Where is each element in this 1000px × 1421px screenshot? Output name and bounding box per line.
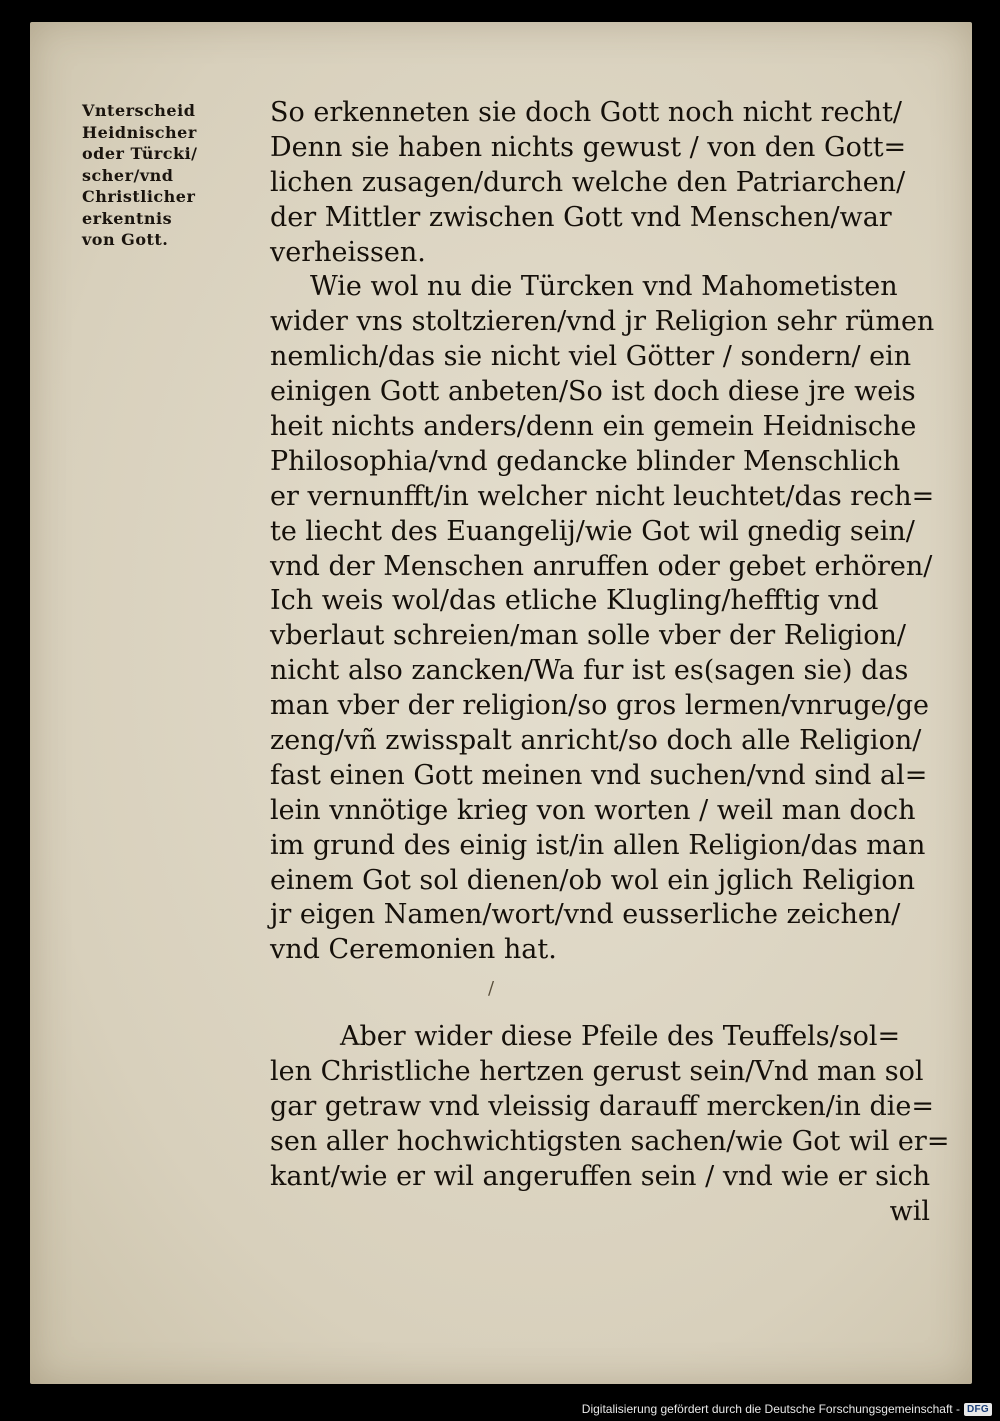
margin-note-line: scher/vnd xyxy=(82,165,174,185)
margin-note xyxy=(82,100,267,251)
text-line: wider vns stoltzieren/vnd jr Religion sehr rümen xyxy=(270,306,935,338)
text-line: Philosophia/vnd gedancke blinder Menschlich xyxy=(270,445,901,477)
margin-note-line: erkentnis xyxy=(82,208,173,228)
margin-note-line: Heidnischer xyxy=(82,122,197,142)
margin-note-line: von Gott. xyxy=(82,230,169,249)
separator-mark: / xyxy=(488,978,495,1000)
text-line: vberlaut schreien/man solle vber der Religion/ xyxy=(270,620,906,652)
text-line: lichen zusagen/durch welche den Patriarchen/ xyxy=(270,166,906,198)
section-separator xyxy=(270,968,960,1020)
text-line: einigen Gott anbeten/So ist doch diese jre weis xyxy=(270,376,916,408)
catchword: wil xyxy=(889,1195,930,1227)
text-line: man vber der religion/so gros lermen/vnruge/ge xyxy=(270,690,929,722)
text-line: lein vnnötige krieg von worten / weil man doch xyxy=(270,794,916,826)
text-line: vnd Ceremonien hat. xyxy=(270,934,557,966)
text-line: nemlich/das sie nicht viel Götter / sondern/ ein xyxy=(270,341,912,373)
text-line: So erkenneten sie doch Gott noch nicht recht/ xyxy=(270,97,902,128)
text-line: nicht also zancken/Wa fur ist es(sagen sie) das xyxy=(270,655,909,687)
margin-note-line: Christlicher xyxy=(82,187,196,206)
text-line: fast einen Gott meinen vnd suchen/vnd sind al= xyxy=(270,759,928,791)
text-line: im grund des einig ist/in allen Religion/das man xyxy=(270,829,926,861)
text-line: zeng/vñ zwisspalt anricht/so doch alle Religion/ xyxy=(270,725,922,757)
text-line: Aber wider diese Pfeile des Teuffels/sol= xyxy=(340,1021,901,1053)
margin-note-line: oder Türcki/ xyxy=(82,144,198,163)
footer-credit: Digitalisierung gefördert durch die Deutsche Forschungsgemeinschaft - xyxy=(581,1402,960,1416)
text-line: der Mittler zwischen Gott vnd Menschen/war xyxy=(270,201,892,233)
book-page xyxy=(30,22,972,1384)
dfg-logo-icon: DFG xyxy=(964,1403,992,1416)
text-line: jr eigen Namen/wort/vnd eusserliche zeichen/ xyxy=(270,899,901,931)
footer xyxy=(582,1400,992,1418)
text-line: Ich weis wol/das etliche Klugling/hefftig vnd xyxy=(270,585,879,617)
text-line: len Christliche hertzen gerust sein/Vnd man sol xyxy=(270,1056,924,1088)
text-line: kant/wie er wil angeruffen sein / vnd wie er sich xyxy=(270,1160,931,1192)
text-line: heit nichts anders/denn ein gemein Heidnische xyxy=(270,411,917,443)
text-line: einem Got sol dienen/ob wol ein jglich Religion xyxy=(270,864,915,896)
text-line: er vernunfft/in welcher nicht leuchtet/das rech= xyxy=(270,480,935,512)
text-line: Wie wol nu die Türcken vnd Mahometisten xyxy=(310,271,898,303)
margin-note-line: Vnterscheid xyxy=(82,101,196,120)
text-line: sen aller hochwichtigsten sachen/wie Got wil er= xyxy=(270,1125,950,1157)
body-text xyxy=(270,96,960,1230)
text-line: vnd der Menschen anruffen oder gebet erhören/ xyxy=(270,550,933,582)
text-line: gar getraw vnd vleissig darauff mercken/in die= xyxy=(270,1091,935,1123)
text-line: verheissen. xyxy=(270,236,426,268)
text-line: te liecht des Euangelij/wie Got wil gnedig sein/ xyxy=(270,515,915,547)
text-line: Denn sie haben nichts gewust / von den Gott= xyxy=(270,131,907,163)
